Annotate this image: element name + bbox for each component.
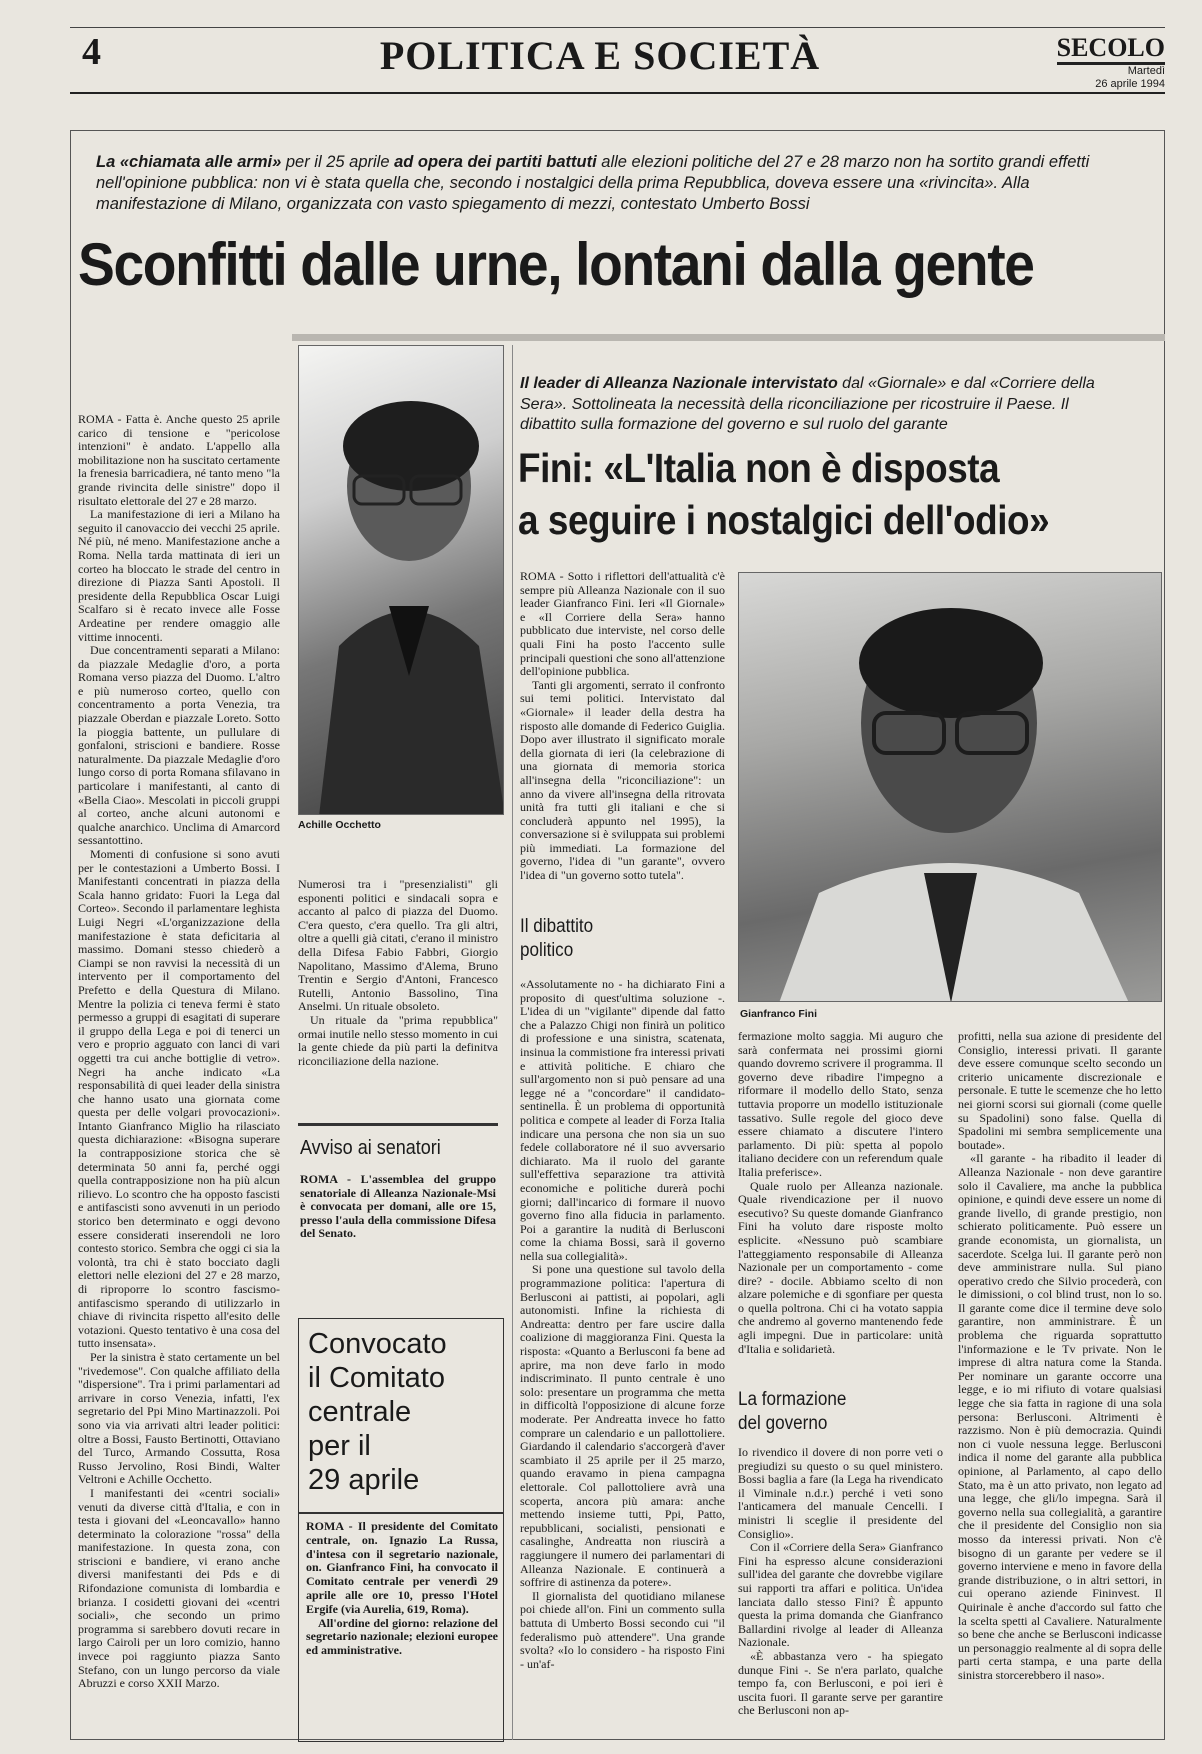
convocato-title-line-4: per il [308,1430,371,1462]
paragraph: La manifestazione di ieri a Milano ha seguito il canovaccio dei vecchi 25 aprile. Né più, né meno. Manifestazione anche a Roma. Nella tarda mattinata di ieri un corteo ha bloccato le strade del centro in direzione di Piazza Santi Apostoli. Il presidente della Repubblica Oscar Luigi Scalfaro si è recato invece alle Fosse Ardeatine per rendere omaggio alle vittime innocenti. [78,507,280,644]
fini-column-1-bottom [520,978,725,1740]
paragraph: Numerosi tra i "presenzialisti" gli esponenti politici e sindacali sopra e accanto al palco di piazza del Duomo. C'era questo, c'era quello. Tra gli altri, oltre a quelli già citati, c'erano il ministro della Difesa Fabio Fabbri, Giorgio Napolitano, Massimo d'Alema, Bruno Trentin e Sergio d'Antoni, Francesco Rutelli, Antonio Bassolino, Tina Anselmi. Un rituale obsoleto. [298,878,498,1014]
masthead-day: Martedì [1127,65,1165,77]
main-story-column-2 [298,878,498,1103]
avviso-rule [298,1123,498,1126]
paragraph: profitti, nella sua azione di presidente del Consiglio, interessi privati. Il garante deve essere comunque scelto secondo un criterio unicamente discrezionale e personale. E tutte le scemenze che ho letto nei giorni scorsi sui giornali (come quelle su Spadolini) sono false. Quella di Spadolini mi sembra semplicemente una boutade». [958,1030,1162,1152]
fini-photo [738,572,1162,1002]
fini-subhead-1 [520,915,593,963]
page-number: 4 [82,31,101,73]
main-kicker [96,152,1096,215]
paragraph: Quale ruolo per Alleanza nazionale. Quale rivendicazione per il nuovo esecutivo? Su queste domande Gianfranco Fini ha voluto dare risposte molto esplicite. «Nessuno può scambiare l'atteggiamento responsabile di Alleanza Nazionale per un comportamento - come dire? - docile. Abbiamo scelto di non alzare polemiche e di sgonfiare per questa o quella poltrona. Chi ci ha votato sappia che andremo al governo mantenendo fede agli impegni. Due in particolare: unità d'Italia e solidarietà. [738,1178,943,1356]
fini-column-2-bottom [738,1446,943,1740]
paragraph: ROMA - Sotto i riflettori dell'attualità c'è sempre più Alleanza Nazionale con il suo leader Gianfranco Fini. Ieri «Il Giornale» e «Il Corriere della Sera» hanno pubblicato due interviste, nel corso delle quali Fini ha posto l'accento sulle principali questioni che sono all'attenzione dell'opinione pubblica. [520,570,725,679]
fini-kicker [520,374,1120,436]
paragraph: Il giornalista del quotidiano milanese poi chiede all'on. Fini un commento sulla battuta di Umberto Bossi secondo cui "il federalismo può attendere". Una grande svolta? «Io lo considero - ha risposto Fini - un'af- [520,1588,725,1671]
fini-kicker-bold: Il leader di Alleanza Nazionale intervistato [520,375,838,392]
paragraph: «Il garante - ha ribadito il leader di Alleanza Nazionale - non deve garantire solo il Cavaliere, ma anche la pubblica opinione, e quindi deve essere un nome di grande livello, di grande prestigio, non schierato politicamente. Può essere un grande economista, un giornalista, un sacerdote. Scelga lui. Il garante però non deve amministrare nulla. Sul piano operativo credo che Silvio procederà, con le dimissioni, o col blind trust, non lo so. Il garante come dice il termine deve solo garantire, non amministrare. È un problema che riguarda soprattutto l'informazione e le Tv private. Non le imprese di altra natura come la Standa. Per nominare un garante occorre una legge, e io mi rifiuto di votare qualsiasi legge che sia fatta in ragione di una sola persona: Berlusconi. Altrimenti è razzismo. Non è più democrazia. Quindi non ci vuole nessuna legge. Berlusconi indica il nome del garante alla pubblica opinione, al Parlamento, al capo dello Stato, ma è un atto privato, non legato ad una legge, che gli/lo impegna. Sarà il governo nella sua collegialità, a garantire che il presidente del Consiglio non sia mosso da interessi privati. Non c'è bisogno di un garante per vedere se il governo interviene e meno in favore della grande distribuzione, o in altri settori, in cui operano aziende Fininvest. Il Quirinale è anche d'accordo sul fatto che la scelta spetti al Cavaliere. Naturalmente so bene che anche se Berlusconi indicasse un personaggio realmente al di sopra delle parti certa stampa, e una parte della sinistra storcerebbero il naso». [958,1151,1162,1682]
convocato-title [308,1327,498,1497]
header-rule [70,92,1165,94]
convocato-title-line-2: il Comitato [308,1362,445,1394]
kicker-bold-1: La «chiamata alle armi» [96,153,282,171]
convocato-rule [298,1512,504,1514]
kicker-text-1: per il 25 aprile [281,153,395,171]
fini-caption: Gianfranco Fini [740,1008,818,1020]
fini-subhead-2-line-1: La formazione [738,1389,847,1410]
avviso-text [300,1173,496,1241]
fini-column-3 [958,1030,1162,1740]
section-title: POLITICA E SOCIETÀ [379,33,821,78]
avviso-paragraph: ROMA - L'assemblea del gruppo senatoriale di Alleanza Nazionale-Msi è convocata per domani, alle ore 15, presso l'aula della commissione Difesa del Senato. [300,1172,496,1241]
paragraph: «Assolutamente no - ha dichiarato Fini a proposito di quest'ultima soluzione -. L'idea di un "vigilante" dipende dal fatto che a Palazzo Chigi non finirà un politico di professione e una sinistra, scatenata, insinua la commistione fra interessi privati e attività politiche. E chiaro che sull'argomento non si può pensare ad una legge né a "concordare" il candidato-sentinella. È un problema di opportunità politica e compete al leader di Forza Italia indicare una persona che non sia un suo fedele collaboratore né il suo avversario dichiarato. Ma il ruolo del garante sull'effettiva separazione tra attività economiche e politiche durerà pochi giorni; dall'incarico di formare il nuovo governo fino alla fiducia in parlamento. Poi a garantire la nudità di Berlusconi come la chiama Bossi, sarà il governo nella sua collegialità». [520,978,725,1263]
portrait-silhouette-icon [299,346,504,815]
paragraph: Per la sinistra è stato certamente un bel "rivedemose". Con qualche affiliato della "dispersione". Tra i primi parlamentari ad arrivare in corso Venezia, infatti, l'ex segretario del Ppi Mino Martinazzoli. Poi sono via via arrivati altri leader politici: oltre a Bossi, Fausto Bertinotti, Ottaviano del Turco, Armando Cossutta, Rosa Russo Jervolino, Rosi Bindi, Walter Veltroni e Achille Occhetto. [78,1349,280,1487]
shaded-rule [292,334,1165,341]
fini-column-2-top [738,1030,943,1380]
paragraph: Un rituale da "prima repubblica" ormai inutile nello stesso momento in cui la gente chiede da più parti la definitva riconciliazione della nazione. [298,1012,498,1068]
convocato-text [306,1520,498,1738]
paragraph: All'ordine del giorno: relazione del segretario nazionale; elezioni europee ed amministrative. [306,1615,498,1658]
kicker-bold-2: ad opera dei partiti battuti [394,153,597,171]
fini-portrait-silhouette-icon [739,573,1162,1002]
masthead-date: 26 aprile 1994 [1095,78,1165,90]
paragraph: Io rivendico il dovere di non porre veti o pregiudizi su questo o su quel ministero. Bossi baglia a fare (la Lega ha rivendicato il Viminale n.d.r.) perché i veti sono l'anticamera del manuale Cencelli. I ministri li sceglie il presidente del Consiglio». [738,1446,943,1541]
paragraph: «È abbastanza vero - ha spiegato dunque Fini -. Se n'era parlato, qualche tempo fa, con Berlusconi, e poi ieri è uscita fuori. Il garante serve per garantire che Berlusconi non ap- [738,1648,943,1718]
fini-subhead-1-line-2: politico [520,940,574,961]
top-rule [70,27,1165,28]
paragraph: ROMA - Il presidente del Comitato centrale, on. Ignazio La Russa, d'intesa con il segretario nazionale, on. Gianfranco Fini, ha convocato il Comitato centrale per venerdì 29 aprile alle ore 10, presso l'Hotel Ergife (via Aurelia, 619, Roma). [306,1520,498,1616]
fini-subhead-2 [738,1388,846,1436]
paragraph: Si pone una questione sul tavolo della programmazione politica: l'apertura di Berlusconi ai pattisti, ai popolari, agli autonomisti. Infine la richiesta di Andreatta: dentro per fare uscire dalla coalizione di maggioranza Fini. Questa la risposta: «Quanto a Berlusconi fa bene ad aprire, ma non deve farlo in modo indiscriminato. Il punto centrale è uno solo: presentare un programma che metta in difficoltà l'opposizione di alcune forze moderate. Per Andreatta invece ho fatto comprare un calendario e un pallottoliere. Giardando il calendario s'accorgerà d'aver scambiato il 25 aprile per il 25 marzo, quando eravamo in piena campagna elettorale. Col pallottoliere avrà una scoperta, ancora più amara: anche mettendo insieme tutti, Ppi, Patto, repubblicani, socialisti, pensionati e casalinghe, Andreatta non riuscirà a raggiungere il numero dei parlamentari di Alleanza Nazionale. E continuerà a soffrire di astinenza da potere». [520,1262,725,1590]
main-headline: Sconfitti dalle urne, lontani dalla gente [78,231,1034,298]
occhetto-photo [298,345,504,815]
paragraph: Tanti gli argomenti, serrato il confronto sui temi politici. Intervistato dal «Giornale» il leader della destra ha risposto alle domande di Federico Guiglia. Dopo aver illustrato il significato morale della giornata di ieri (la celebrazione di una giornata di memoria storica all'insegna della "riconciliazione": un anno da vivere all'insegna della ritrovata unità fra tutti gli italiani e che si concluderà appunto nel 1995), la conversazione si è sviluppata sui problemi più immediati. La formazione del governo, l'idea di "un garante", ovvero l'idea di "un governo sotto tutela". [520,677,725,883]
paragraph: fermazione molto saggia. Mi auguro che sarà confermata nei prossimi giorni quando dovremo scrivere il programma. Il governo deve ribadire l'impegno a riformare il modello dello Stato, senza tuttavia proporre un modello istituzionale tassativo. Sulle regole del gioco deve essere chiamato a discutere l'intero parlamento. Di più: spetta al popolo italiano decidere con un referendum quale Italia preferisce». [738,1030,943,1179]
fini-subhead-2-line-2: del governo [738,1413,828,1434]
kicker-text-2: alle elezioni politiche del 27 e 28 marzo non ha sortito grandi effetti nell'opinione pubblica: non vi è stata quella che, secondo i nostalgici della prima Repubblica, doveva essere una «rivincita». Alla manifestazione di Milano, organizzata con vasto spiegamento di mezzi, contestato Umberto Bossi [96,153,1090,213]
paragraph: ROMA - Fatta è. Anche questo 25 aprile carico di tensione e "pericolose intenzioni" è andato. L'appello alla mobilitazione non ha suscitato certamente la frenesia barricadiera, né tanto meno "la grande rivincita delle sinistre" dopo il risultato elettorale del 27 e 28 marzo. [78,413,280,508]
fini-headline-line-1: Fini: «L'Italia non è disposta [518,445,1000,491]
main-story-column-1 [78,413,280,1743]
fini-subhead-1-line-1: Il dibattito [520,916,594,937]
paragraph: I manifestanti dei «centri sociali» venuti da diverse città d'Italia, e con in testa i giovani del «Leoncavallo» hanno determinato la colorazione "rossa" della manifestazione. In questa zona, con striscioni e bandiere, vi erano anche diversi manifestanti dei Pds e di Rifondazione comunista di lombardia e brianza. I cosidetti giovani dei «centri sociali», che secondo un primo programma si sarebbero dovuti recare in largo Cairoli per un loro comizio, hanno invece poi raggiunto piazza Santo Stefano, con un lungo percorso da viale Abruzzi e corso XXII Marzo. [78,1485,280,1691]
paragraph: Due concentramenti separati a Milano: da piazzale Medaglie d'oro, a porta Romana verso piazza del Duomo. L'altro e più numeroso corteo, quello con concentramento a porta Venezia, tra piazzale Oberdan e piazzale Loreto. Sotto la pioggia battente, un pullulare di gonfaloni, striscioni e bandiere. Rosse naturalmente. Da piazzale Medaglie d'oro lungo corso di porta Romana sfilavano in particolare i manifestanti, al canto di «Bella Ciao». Mescolati in piccoli gruppi al corteo, anche alcuni autonomi e qualche anarchico. Unclima di Amarcord sessantottino. [78,643,280,848]
masthead [1040,34,1165,91]
fini-headline-line-2: a seguire i nostalgici dell'odio» [518,497,1050,543]
masthead-name: SECOLO [1057,34,1165,65]
avviso-title: Avviso ai senatori [300,1137,441,1159]
fini-column-1-top [520,570,725,900]
convocato-title-line-1: Convocato [308,1328,447,1360]
fini-kicker-text: dal «Giornale» e dal «Corriere della Sera». Sottolineata la necessità della riconciliazione per ricostruire il Paese. Il dibattito sulla formazione del governo e sul ruolo del garante [520,375,1095,433]
occhetto-caption: Achille Occhetto [298,819,381,831]
paragraph: Momenti di confusione si sono avuti per le contestazioni a Umberto Bossi. I Manifestanti concentrati in piazza della Scala hanno gridato: Fuori la Lega dal Corteo». Secondo il parlamentare leghista Luigi Negri «L'organizzazione della manifestazione è stata deficitaria al massimo. Domani stesso chiederò a Ciampi se non ravvisi la necessità di un intervento per il comportamento del Prefetto e della Questura di Milano. Mentre la polizia ci teneva fermi è stato permesso a gruppi di esagitati di superare il gruppo della Lega e poi di tenerci un vero e proprio agguato con lanci di vari oggetti tra cui anche bottiglie di vetro». Negri ha anche indicato «La responsabilità di quei leader della sinistra che hanno usato una giornata come questa per delle volgari provocazioni». Intanto Gianfranco Miglio ha rilasciato questa dichiarazione: «Bisogna superare la contrapposizione storica che sè determinata 50 anni fa, perché oggi quella contrapposizione non ha più alcun rilievo. Lo scontro che ha opposto fascisti e antifascisti sono avvenuti in un periodo storico ben determinato e oggi devono essere considerati inserendoli ne loro contesto storico. Sembra che oggi ci sia la volontà, tra chi è stato bocciato dagli elettori nelle elezioni del 27 e 28 marzo, di riproporre lo scontro fascismo-antifascismo sperando di utilizzarlo in chiave di rivincita rispetto all'esito delle votazioni. Questo tentativo è una cosa del tutto insensata». [78,847,280,1351]
paragraph: Con il «Corriere della Sera» Gianfranco Fini ha espresso alcune considerazioni sull'idea del garante che dovrebbe vigilare sui rapporti tra affari e politica. Un'idea lanciata dallo stesso Fini? È appunto questa la prima domanda che Gianfranco Ballardini rivolge al leader di Alleanza Nazionale. [738,1540,943,1650]
column-divider [512,345,513,1740]
convocato-title-line-3: centrale [308,1396,412,1428]
convocato-title-line-5: 29 aprile [308,1464,420,1496]
fini-headline [518,442,1094,546]
